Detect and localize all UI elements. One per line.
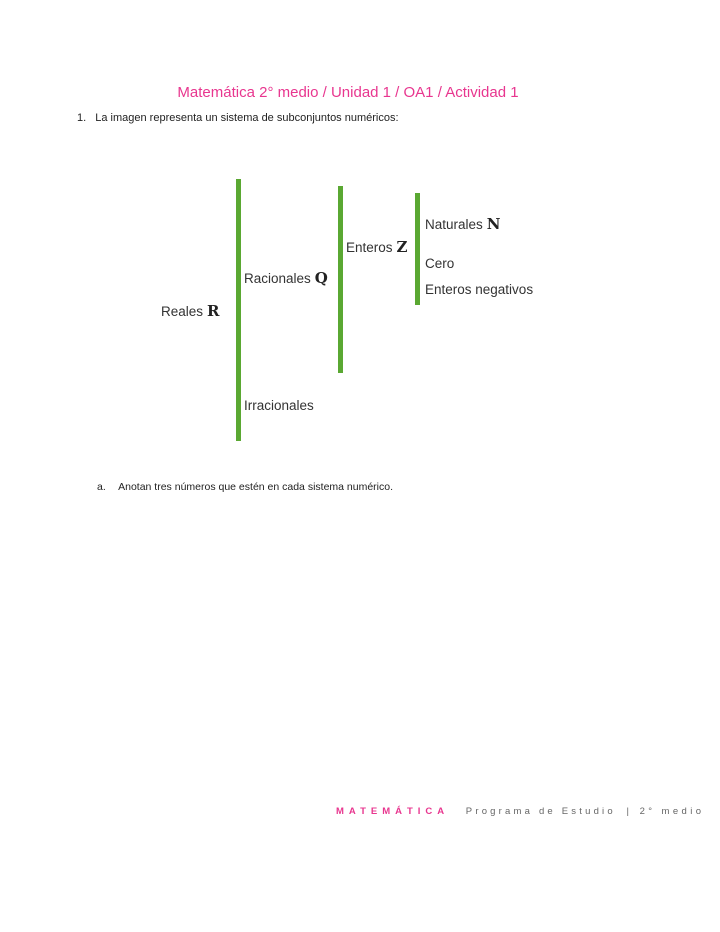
footer-grade: 2° medio — [639, 806, 705, 817]
enteros-symbol: Z — [396, 238, 408, 256]
cero-label — [425, 256, 454, 271]
racionales-name: Racionales — [244, 271, 311, 286]
page-title: Matemática 2° medio / Unidad 1 / OA1 / Actividad 1 — [177, 84, 519, 101]
reales-label — [161, 302, 220, 320]
enteros-negativos-label — [425, 282, 533, 297]
question-a-text: Anotan tres números que estén en cada sistema numérico. — [118, 481, 394, 493]
question-a — [97, 481, 393, 493]
enteros-name: Enteros — [346, 240, 393, 255]
footer-program: Programa de Estudio — [465, 806, 616, 817]
footer-subject: MATEMÁTICA — [336, 806, 450, 817]
racionales-bracket — [338, 186, 343, 373]
irracionales-name: Irracionales — [244, 398, 314, 413]
enteros-bracket — [415, 193, 420, 305]
reales-symbol: R — [207, 302, 220, 320]
question-1 — [77, 112, 399, 124]
question-1-text: La imagen representa un sistema de subconjuntos numéricos: — [95, 112, 399, 124]
enteros-negativos-name: Enteros negativos — [425, 282, 534, 297]
reales-name: Reales — [161, 304, 204, 319]
page-footer — [336, 806, 704, 817]
enteros-label — [346, 238, 407, 256]
question-a-letter: a. — [97, 481, 106, 493]
racionales-label — [244, 269, 328, 287]
naturales-symbol: N — [486, 215, 501, 233]
cero-name: Cero — [425, 256, 455, 271]
reales-bracket — [236, 179, 241, 441]
question-1-number: 1. — [77, 112, 87, 124]
footer-separator: | — [626, 806, 629, 817]
racionales-symbol: Q — [314, 269, 328, 287]
naturales-name: Naturales — [425, 217, 483, 232]
naturales-label — [425, 215, 501, 233]
irracionales-label — [244, 398, 314, 413]
